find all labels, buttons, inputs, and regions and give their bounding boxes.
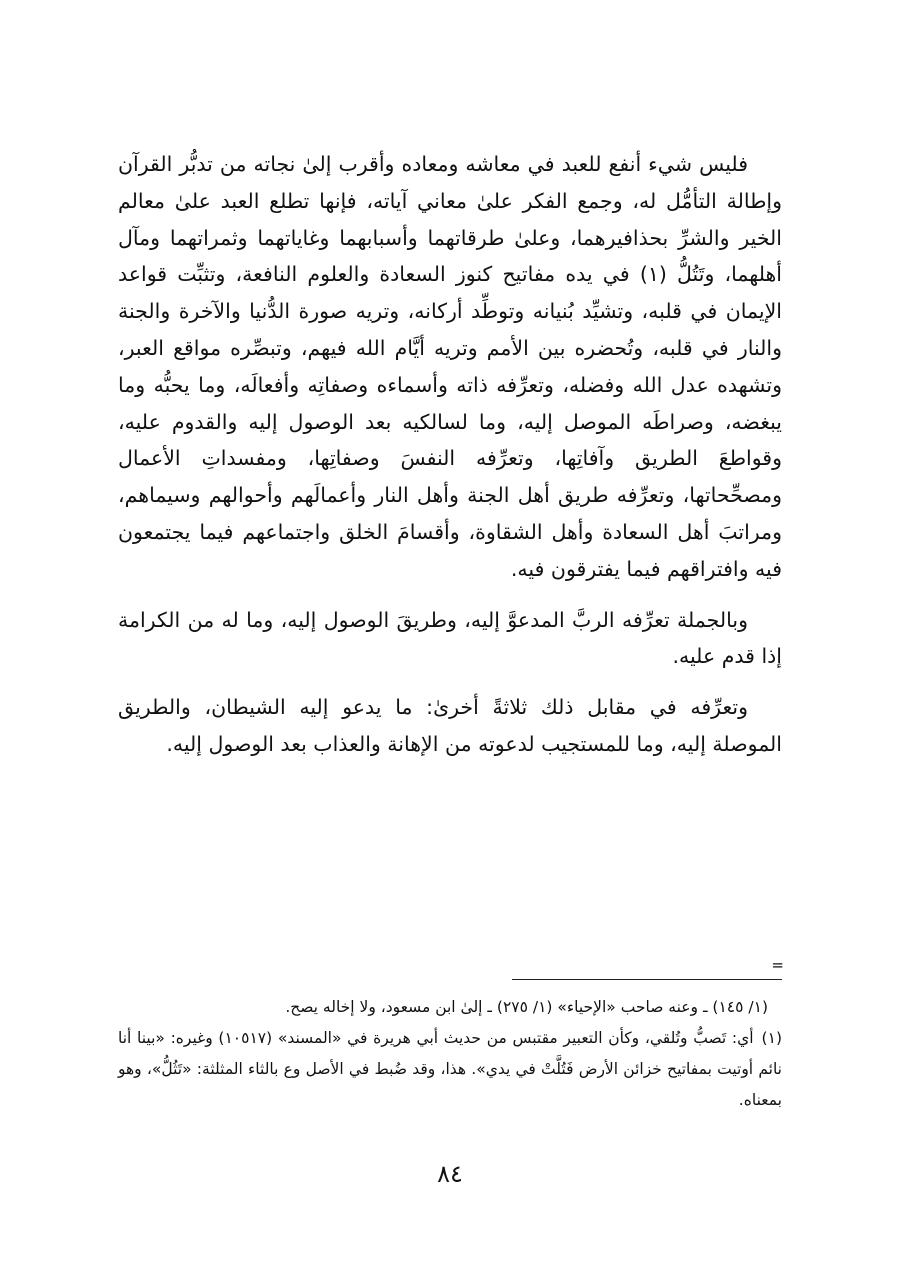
footnotes bbox=[118, 992, 782, 1116]
page-number: ٨٤ bbox=[437, 1160, 463, 1188]
footnote-rule bbox=[512, 979, 782, 980]
footnote-1-text: أي: تَصبُّ وتُلقي، وكأن التعبير مقتبس من حديث أبي هريرة في «المسند» (١٠٥١٧) وغيره: «بينا أنا نائم أوتيت بمفاتيح خزائن الأرض فَتُلَّتْ في يدي». هذا، وقد ضُبط في الأصل وع بالثاء المثلثة: «تَثُلُّ»، وهو بمعناه. bbox=[118, 1029, 782, 1109]
footnote-1-number: (١) bbox=[761, 1029, 782, 1047]
paragraph-3: وتعرِّفه في مقابل ذلك ثلاثةً أخرىٰ: ما يدعو إليه الشيطان، والطريق الموصلة إليه، وما للمستجيب لدعوته من الإهانة والعذاب بعد الوصول إليه. bbox=[118, 695, 782, 756]
footnote-continuation-mark: = bbox=[771, 956, 784, 974]
paragraph-2: وبالجملة تعرِّفه الربَّ المدعوَّ إليه، وطريقَ الوصول إليه، وما له من الكرامة إذا قدم عليه. bbox=[118, 607, 782, 669]
paragraph-1: فليس شيء أنفع للعبد في معاشه ومعاده وأقرب إلىٰ نجاته من تدبُّر القرآن وإطالة التأمُّل له، وجمع الفكر علىٰ معاني آياته، فإنها تطلع العبد علىٰ معالم الخير والشرِّ بحذافيرهما، وعلىٰ طرقاتهما وأسبابهما وغاياتهما وثمراتهما ومآل أهلهما، وتَتُلُّ (١) في يده مفاتيح كنوز السعادة والعلوم النافعة، وتثبِّت قواعد الإيمان في قلبه، وتشيِّد بُنيانه وتوطِّد أركانه، وتريه صورة الدُّنيا والآخرة والجنة والنار في قلبه، وتُحضره بين الأمم وتريه أيَّام الله فيهم، وتبصِّره مواقع العبر، وتشهده عدل الله وفضله، وتعرِّفه ذاته وأسماءه وصفاتِه وأفعالَه، وما يحبُّه وما يبغضه، وصراطَه الموصل إليه، وما لسالكيه بعد الوصول إليه والقدوم عليه، وقواطعَ الطريق وآفاتِها، وتعرِّفه النفسَ وصفاتِها، ومفسداتِ الأعمال ومصحِّحاتها، وتعرِّفه طريق أهل الجنة وأهل النار وأعمالَهم وأحوالهم وسيماهم، ومراتبَ أهل السعادة وأهل الشقاوة، وأقسامَ الخلق واجتماعهم فيما يجتمعون فيه وافتراقهم فيما يفترقون فيه. bbox=[118, 152, 782, 581]
footnote-continuation: (١/ ١٤٥) ـ وعنه صاحب «الإحياء» (١/ ٢٧٥) ـ إلىٰ ابن مسعود، ولا إخاله يصح. bbox=[285, 998, 768, 1016]
footnote-separator bbox=[502, 956, 784, 980]
footnote-1 bbox=[118, 1023, 782, 1116]
main-text bbox=[118, 146, 782, 777]
